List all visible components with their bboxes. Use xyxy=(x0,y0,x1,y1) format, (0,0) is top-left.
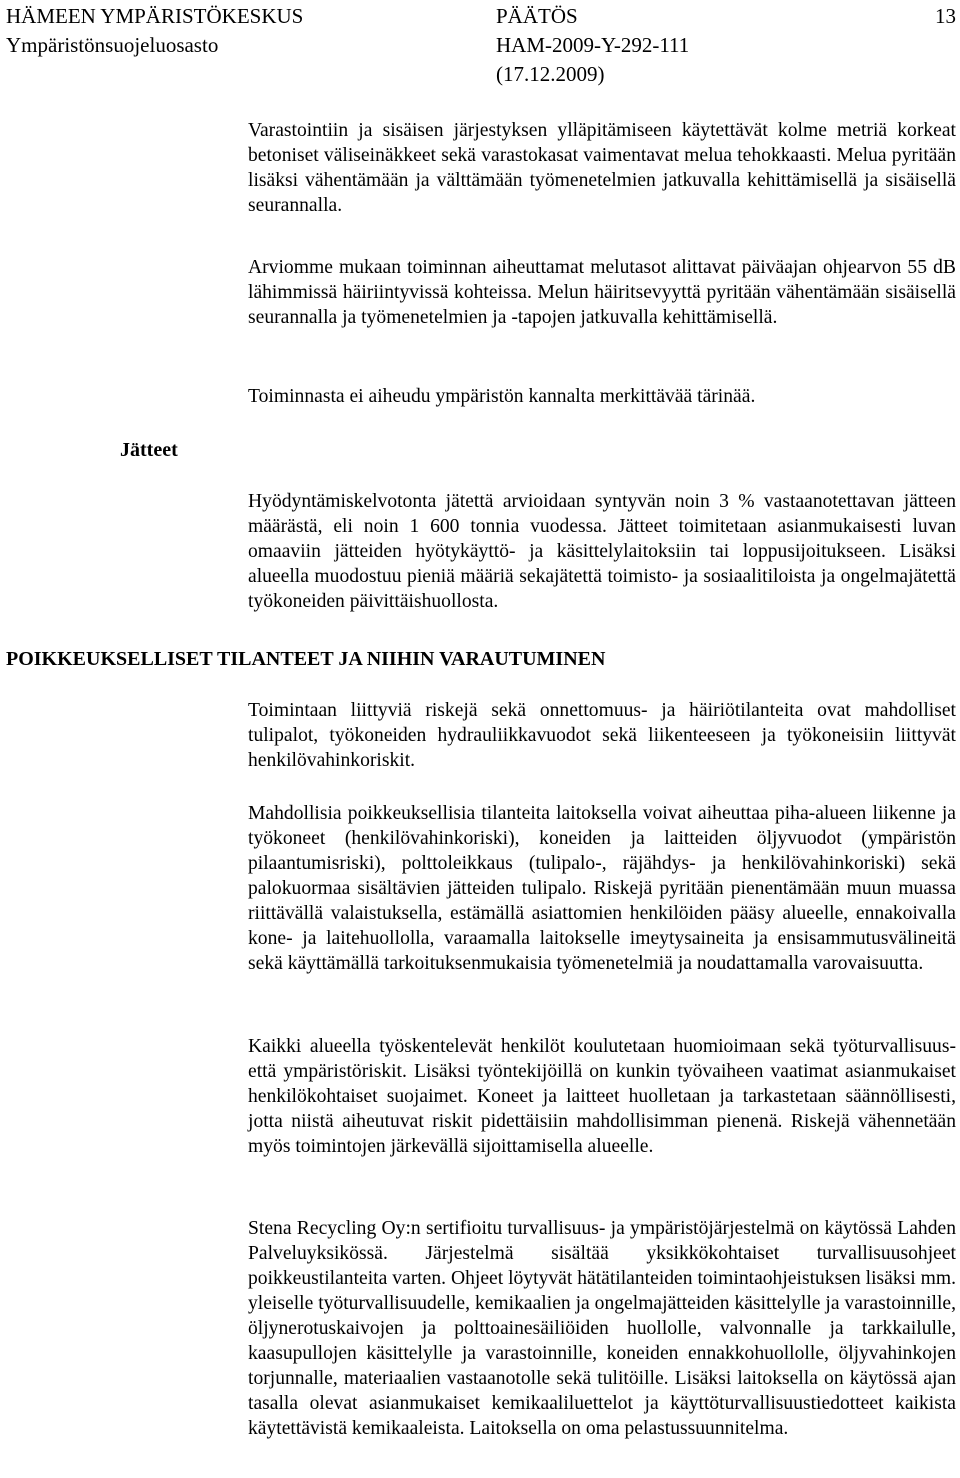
vibration-paragraph: Toiminnasta ei aiheudu ympäristön kannalta merkittävää tärinää. xyxy=(248,386,756,407)
exceptional-situations-heading: POIKKEUKSELLISET TILANTEET JA NIIHIN VARAUTUMINEN xyxy=(6,648,606,670)
waste-heading: Jätteet xyxy=(120,439,178,461)
document-number: HAM-2009-Y-292-111 xyxy=(496,33,690,57)
noise-paragraph-2: Arviomme mukaan toiminnan aiheuttamat melutasot alittavat päiväajan ohjearvon 55 dB lähimmissä häiriintyvissä kohteissa. Melun häiritsevyyttä pyritään vähentämään sisäisellä seurannalla ja työmenetelmien ja -tapojen jatkuvalla kehittämisellä. xyxy=(248,257,956,328)
organization-name: HÄMEEN YMPÄRISTÖKESKUS xyxy=(6,4,304,28)
certification-paragraph: Stena Recycling Oy:n sertifioitu turvallisuus- ja ympäristöjärjestelmä on käytössä Lahden Palveluyksikössä. Järjestelmä sisältää yksikkökohtaiset turvallisuusohjeet poikkeustilanteita varten. Ohjeet löytyvät hätätilanteiden toimintaohjeistuksen lisäksi mm. yleiselle työturvallisuudelle, kemikaalien ja ongelmajätteiden käsittelylle ja varastoinnille, öljynerotuskaivojen ja polttoainesäiliöiden huollolle, valvonnalle ja tarkkailulle, kaasupullojen käsittelylle ja varastoinnille, koneiden ennakkohuollolle, öljyvahinkojen torjunnalle, materiaalien vastaanotolle sekä tulitöille. Lisäksi laitoksella on käytössä ajan tasalla olevat asianmukaiset kemikaaliluettelot ja käyttöturvallisuustiedotteet kaikista käytettävistä kemikaaleista. Laitoksella on oma pelastussuunnitelma. xyxy=(248,1218,956,1439)
noise-paragraph-1: Varastointiin ja sisäisen järjestyksen ylläpitämiseen käytettävät kolme metriä korkeat betoniset väliseinäkkeet sekä varastokasat vaimentavat melua tehokkaasti. Melua pyritään lisäksi vähentämään ja välttämään työmenetelmien jatkuvalla kehittämisellä ja sisäisellä seurannalla. xyxy=(248,120,956,216)
document-type: PÄÄTÖS xyxy=(496,4,578,28)
training-paragraph: Kaikki alueella työskentelevät henkilöt koulutetaan huomioimaan sekä työturvallisuus- että ympäristöriskit. Lisäksi työntekijöillä on kunkin työvaiheen vaatimat asianmukaiset henkilökohtaiset suojaimet. Koneet ja laitteet huolletaan ja tarkastetaan säännöllisesti, jotta niistä aiheutuvat riskit pidettäisiin mahdollisimman pienenä. Riskejä vähennetään myös toimintojen järkevällä sijoittamisella alueelle. xyxy=(248,1036,956,1157)
risks-paragraph-1: Toimintaan liittyviä riskejä sekä onnettomuus- ja häiriötilanteita ovat mahdolliset tulipalot, työkoneiden hydrauliikkavuodot sekä liikenteeseen ja työkoneisiin liittyvät henkilövahinkoriskit. xyxy=(248,700,956,771)
waste-paragraph: Hyödyntämiskelvotonta jätettä arvioidaan syntyvän noin 3 % vastaanotettavan jätteen määrästä, eli noin 1 600 tonnia vuodessa. Jätteet toimitetaan asianmukaisesti luvan omaaviin jätteiden hyötykäyttö- ja käsittelylaitoksiin tai loppusijoitukseen. Lisäksi alueella muodostuu pieniä määriä sekajätettä toimisto- ja sosiaalitiloista ja ongelmajätettä työkoneiden päivittäishuollosta. xyxy=(248,491,956,612)
document-date: (17.12.2009) xyxy=(496,62,605,86)
header-organization-block xyxy=(6,2,303,60)
department-name: Ympäristönsuojeluosasto xyxy=(6,33,219,57)
risks-paragraph-2: Mahdollisia poikkeuksellisia tilanteita laitoksella voivat aiheuttaa piha-alueen liikenne ja työkoneet (henkilövahinkoriski), koneiden ja laitteiden öljyvuodot (ympäristön pilaantumisriski), polttoleikkaus (tulipalo-, räjähdys- ja henkilövahinkoriski) sekä palokuormaa sisältävien jätteiden tulipalo. Riskejä pyritään pienentämään muun muassa riittävällä valaistuksella, estämällä asiattomien henkilöiden pääsy alueelle, ennakoivalla kone- ja laitehuollolla, varaamalla laitokselle imeytysaineita ja ensisammutusvälineitä sekä käyttämällä tarkoituksenmukaisia työmenetelmiä ja noudattamalla varovaisuutta. xyxy=(248,803,956,974)
header-decision-block xyxy=(496,2,689,89)
page-number: 13 xyxy=(935,4,956,28)
